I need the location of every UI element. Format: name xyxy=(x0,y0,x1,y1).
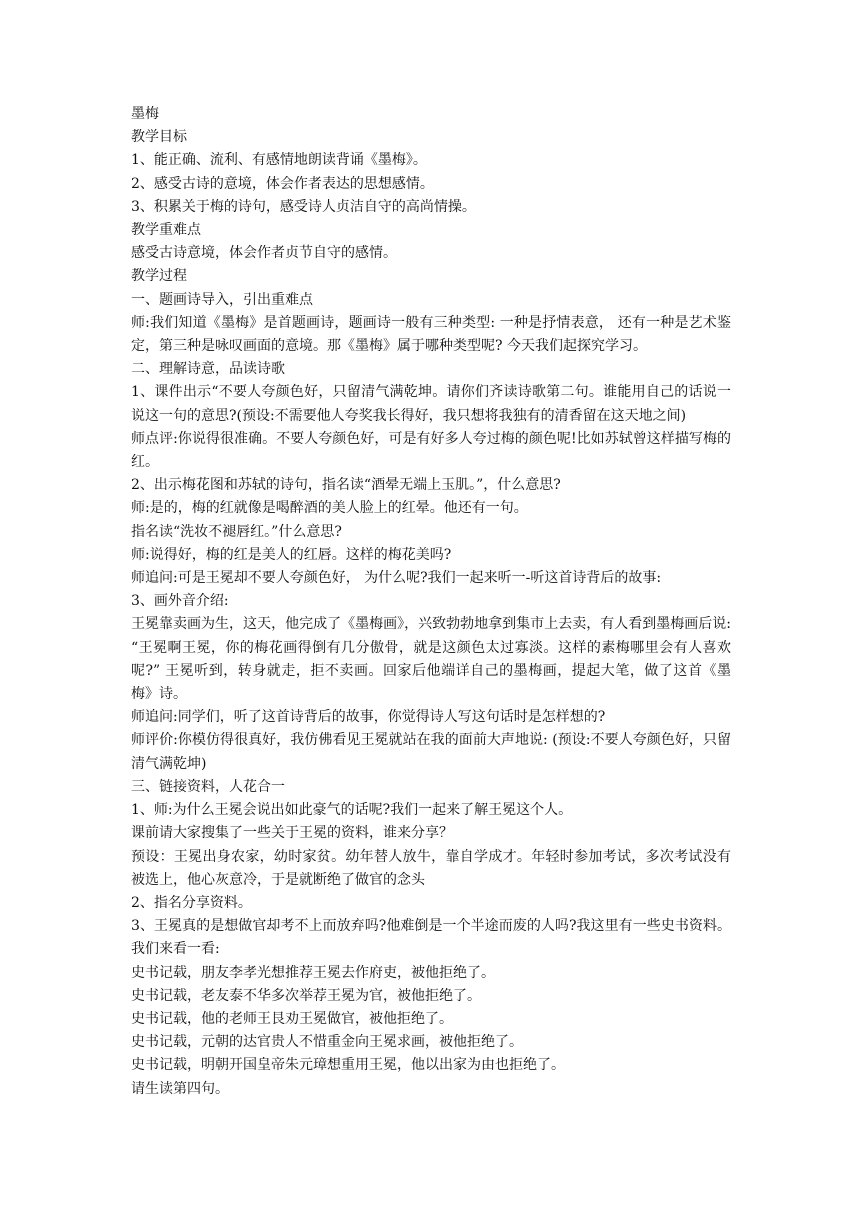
paragraph: 师:是的，梅的红就像是喝醉酒的美人脸上的红晕。他还有一句。 xyxy=(131,500,528,517)
paragraph: 请生读第四句。 xyxy=(131,1080,229,1097)
section-heading-objectives: 教学目标 xyxy=(131,129,187,146)
paragraph: 师:我们知道《墨梅》是首题画诗，题画诗一般有三种类型: 一种是抒情表意， 还有一种是艺术鉴定，第三种是咏叹画面的意境。那《墨梅》属于哪种类型呢? 今天我们起探究学习。 xyxy=(131,314,731,355)
history-record: 史书记载，朋友李孝光想推荐王冕去作府吏，被他拒绝了。 xyxy=(131,964,495,981)
step-heading: 一、题画诗导入，引出重难点 xyxy=(131,291,313,308)
paragraph: 王冕靠卖画为生，这天，他完成了《墨梅画》，兴致勃勃地拿到集市上去卖，有人看到墨梅画后说: “王冕啊王冕，你的梅花画得倒有几分傲骨，就是这颜色太过寡淡。这样的素梅哪里会有人喜欢呢?” 王冕听到，转身就走，拒不卖画。回家后他端详自己的墨梅画，提起大笔，做了这首《墨梅》诗。 xyxy=(131,616,731,703)
paragraph: 师追问:同学们，听了这首诗背后的故事，你觉得诗人写这句话时是怎样想的? xyxy=(131,709,606,726)
paragraph: 预设：王冕出身农家，幼时家贫。幼年替人放牛，靠自学成才。年轻时参加考试，多次考试没有被选上，他心灰意冷，于是就断绝了做官的念头 xyxy=(131,848,731,888)
paragraph: 课前请大家搜集了一些关于王冕的资料，谁来分享？ xyxy=(131,825,453,842)
paragraph: 2、出示梅花图和苏轼的诗句，指名读“酒晕无端上玉肌。”，什么意思? xyxy=(131,477,561,494)
paragraph: 师追问:可是王冕却不要人夸颜色好， 为什么呢?我们一起来听一-听这首诗背后的故事: xyxy=(131,570,662,587)
step-heading: 三、链接资料，人花合一 xyxy=(131,778,285,795)
paragraph: 3、王冕真的是想做官却考不上而放弃吗?他难倒是一个半途而废的人吗?我这里有一些史书资料。我们来看一看: xyxy=(131,918,731,958)
history-record: 史书记载，他的老师王艮劝王冕做官，被他拒绝了。 xyxy=(131,1010,453,1027)
objective-item: 3、积累关于梅的诗句，感受诗人贞洁自守的高尚情操。 xyxy=(131,198,476,215)
doc-title: 墨梅 xyxy=(131,106,159,122)
objective-item: 1、能正确、流利、有感情地朗读背诵《墨梅》。 xyxy=(131,152,427,169)
history-record: 史书记载，老友泰不华多次举荐王冕为官，被他拒绝了。 xyxy=(131,987,481,1004)
paragraph: 师点评:你说得很准确。不要人夸颜色好，可是有好多人夸过梅的颜色呢!比如苏轼曾这样描写梅的红。 xyxy=(131,430,731,471)
history-record: 史书记载，元朝的达官贵人不惜重金向王冕求画，被他拒绝了。 xyxy=(131,1034,523,1051)
section-heading-key-points: 教学重难点 xyxy=(131,222,201,239)
history-record: 史书记载，明朝开国皇帝朱元璋想重用王冕，他以出家为由也拒绝了。 xyxy=(131,1057,565,1074)
section-heading-process: 教学过程 xyxy=(131,268,187,285)
paragraph: 1、师:为什么王冕会说出如此豪气的话呢?我们一起来了解王冕这个人。 xyxy=(131,802,573,819)
objective-item: 2、感受古诗的意境，体会作者表达的思想感情。 xyxy=(131,175,434,192)
paragraph: 师:说得好，梅的红是美人的红唇。这样的梅花美吗? xyxy=(131,546,452,563)
paragraph: 指名读“洗妆不褪唇红。”什么意思? xyxy=(131,523,342,540)
paragraph: 2、指名分享资料。 xyxy=(131,894,252,911)
paragraph: 师评价:你模仿得很真好，我仿佛看见王冕就站在我的面前大声地说: (预设:不要人夸颜色好，只留清气满乾坤) xyxy=(131,732,731,772)
paragraph: 3、画外音介绍: xyxy=(131,593,229,610)
key-points-text: 感受古诗意境，体会作者贞节自守的感情。 xyxy=(131,245,397,262)
paragraph: 1、课件出示“不要人夸颜色好，只留清气满乾坤。请你们齐读诗歌第二句。谁能用自己的话说一说这一句的意思?(预设:不需要他人夸奖我长得好，我只想将我独有的清香留在这天地之间) xyxy=(131,384,731,424)
document-body xyxy=(131,103,731,1101)
step-heading: 二、理解诗意，品读诗歌 xyxy=(131,361,285,378)
